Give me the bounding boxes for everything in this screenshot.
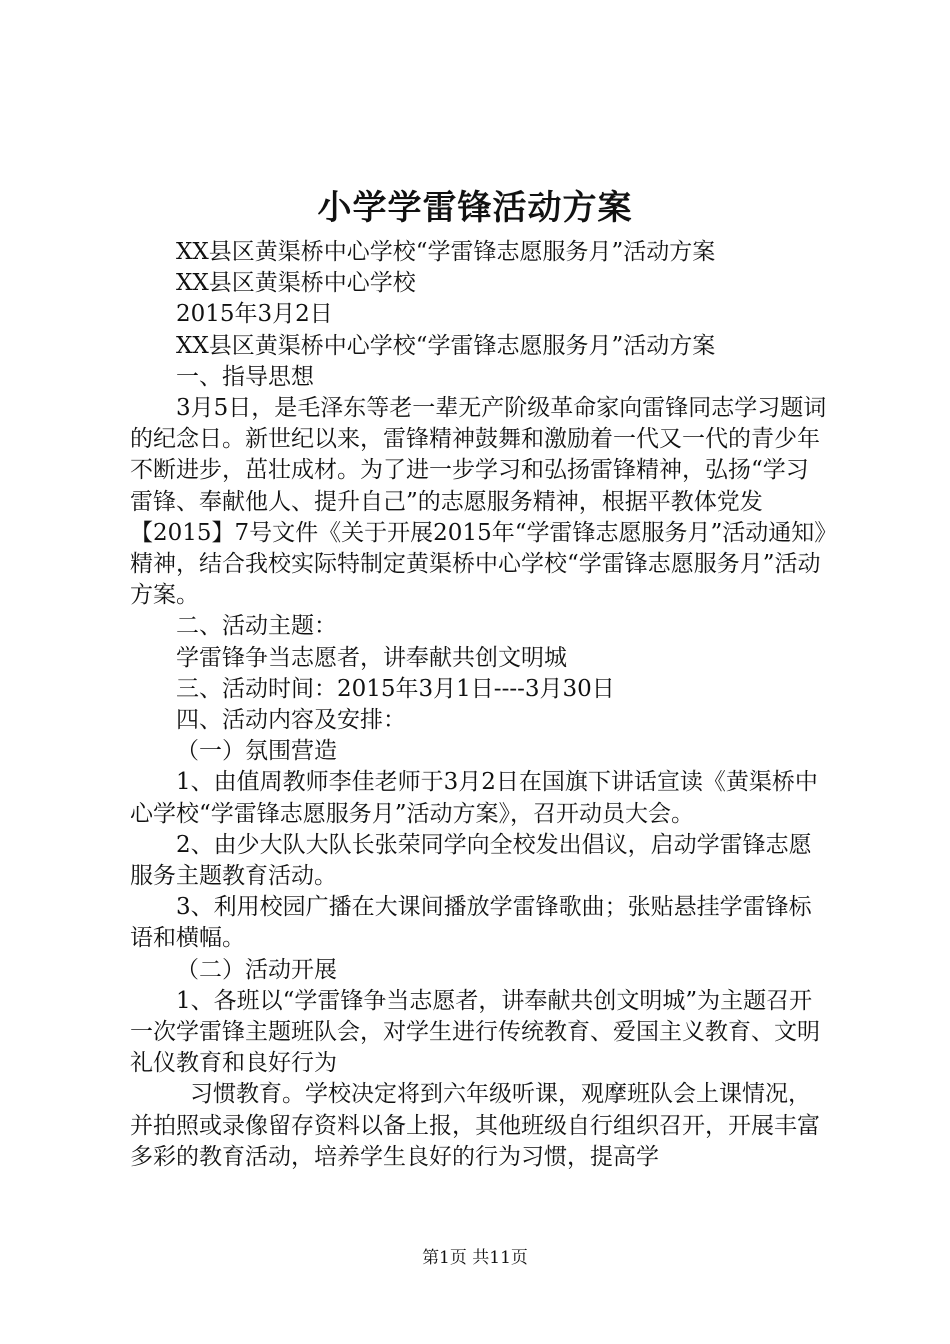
section-text-theme: 学雷锋争当志愿者，讲奉献共创文明城 bbox=[176, 644, 567, 671]
section-heading-guiding-ideology: 一、指导思想 bbox=[176, 363, 314, 390]
document-body bbox=[130, 237, 830, 1173]
paragraph-guiding-ideology: 3月5日，是毛泽东等老一辈无产阶级革命家向雷锋同志学习题词的纪念日。新世纪以来，雷锋精神鼓舞和激励着一代又一代的青少年不断进步，茁壮成材。为了进一步学习和弘扬雷锋精神，弘扬“学习雷锋、奉献他人、提升自己”的志愿服务精神，根据平教体党发【2015】7号文件《关于开展2015年“学雷锋志愿服务月”活动通知》精神，结合我校实际特制定黄渠桥中心学校“学雷锋志愿服务月”活动方案。 bbox=[130, 395, 827, 609]
subsection-heading-atmosphere: （一）氛围营造 bbox=[176, 738, 337, 765]
list-item: 3、利用校园广播在大课间播放学雷锋歌曲；张贴悬挂学雷锋标语和横幅。 bbox=[130, 894, 812, 952]
section-heading-theme: 二、活动主题： bbox=[176, 613, 337, 640]
list-item: 2、由少大队大队长张荣同学向全校发出倡议，启动学雷锋志愿服务主题教育活动。 bbox=[130, 831, 812, 890]
header-line-plan-name-repeat: XX县区黄渠桥中心学校“学雷锋志愿服务月”活动方案 bbox=[176, 332, 716, 359]
subsection-heading-activities: （二）活动开展 bbox=[176, 956, 337, 983]
document-title: 小学学雷锋活动方案 bbox=[317, 188, 633, 228]
header-line-date: 2015年3月2日 bbox=[176, 301, 333, 328]
list-item: 1、各班以“学雷锋争当志愿者，讲奉献共创文明城”为主题召开一次学雷锋主题班队会，对学生进行传统教育、爱国主义教育、文明礼仪教育和良好行为 bbox=[130, 987, 820, 1077]
section-heading-time: 三、活动时间：2015年3月1日----3月30日 bbox=[176, 675, 615, 702]
header-line-plan-name: XX县区黄渠桥中心学校“学雷锋志愿服务月”活动方案 bbox=[176, 239, 716, 265]
section-heading-content: 四、活动内容及安排： bbox=[176, 707, 406, 734]
list-item: 1、由值周教师李佳老师于3月2日在国旗下讲话宣读《黄渠桥中心学校“学雷锋志愿服务月”活动方案》，召开动员大会。 bbox=[130, 769, 818, 827]
list-item-continuation: 习惯教育。学校决定将到六年级听课，观摩班队会上课情况，并拍照或录像留存资料以备上报，其他班级自行组织召开，开展丰富多彩的教育活动，培养学生良好的行为习惯，提高学 bbox=[130, 1081, 820, 1170]
page-footer: 第1页 共11页 bbox=[422, 1248, 528, 1268]
header-line-school: XX县区黄渠桥中心学校 bbox=[176, 270, 416, 297]
